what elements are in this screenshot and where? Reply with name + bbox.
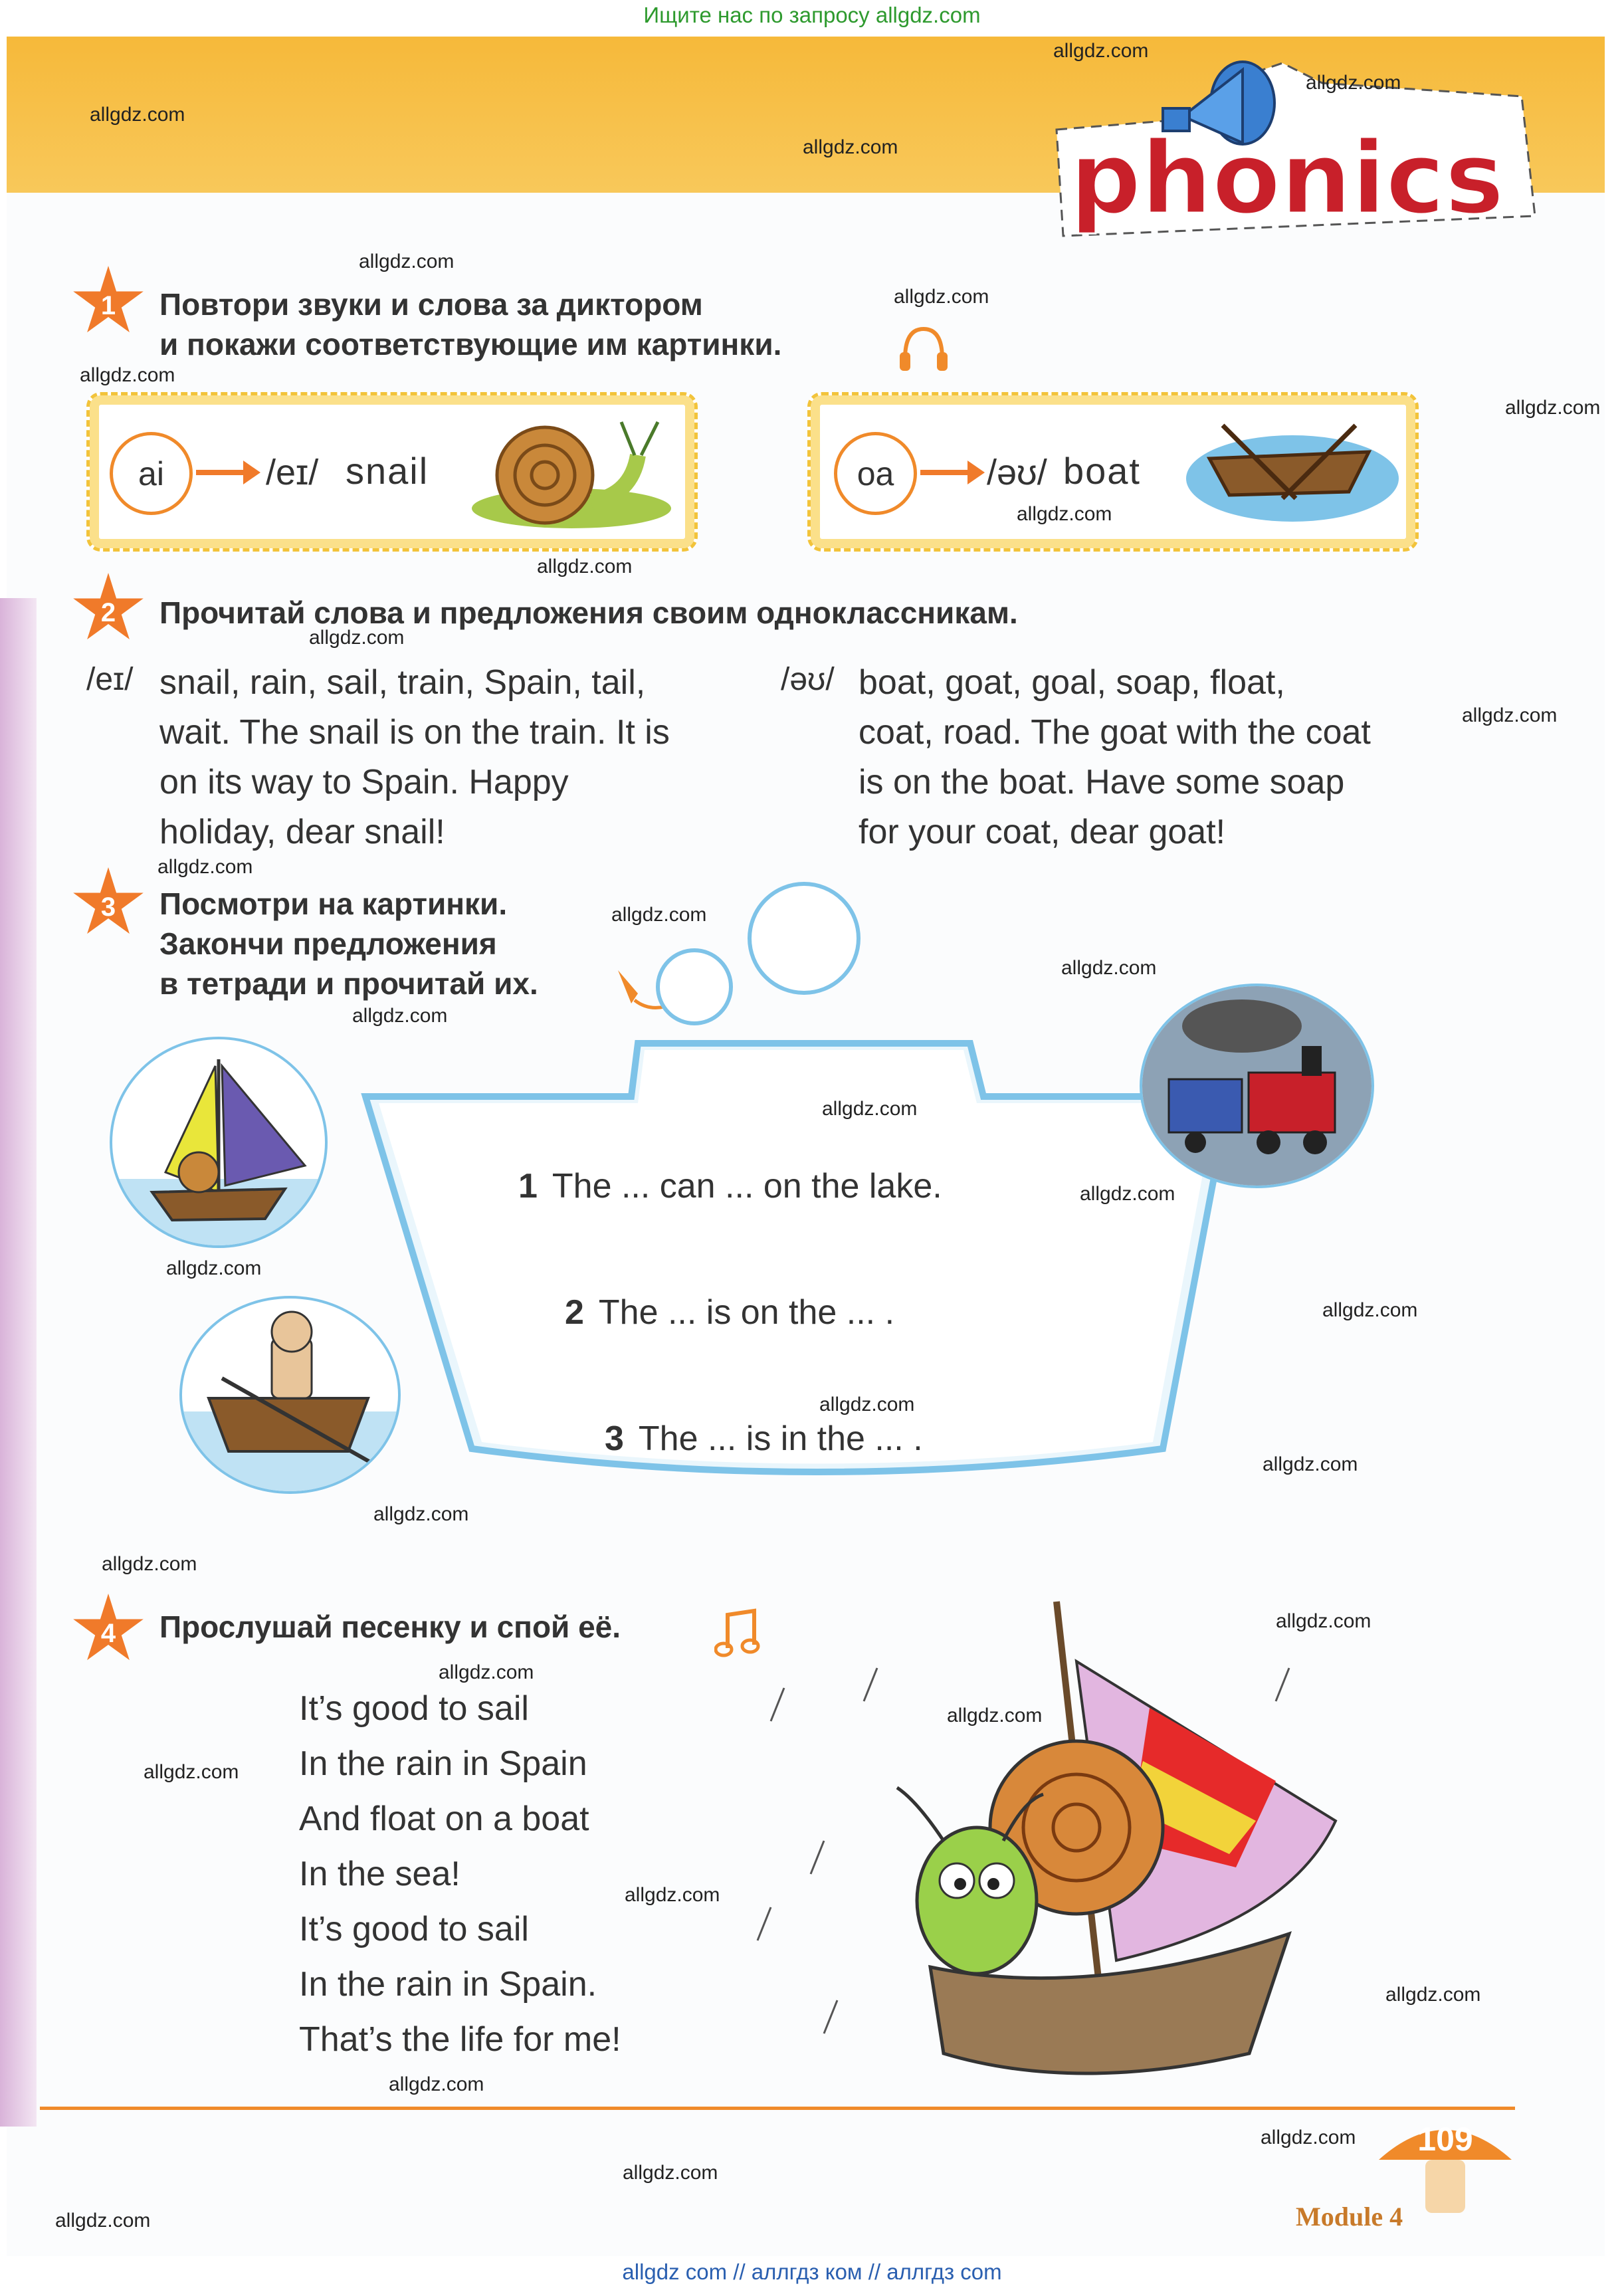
watermark: allgdz.com xyxy=(439,1661,534,1683)
watermark: allgdz.com xyxy=(359,251,455,272)
watermark: allgdz.com xyxy=(373,1503,469,1525)
watermark: allgdz.com xyxy=(90,104,185,126)
song-lyrics xyxy=(299,1681,621,2067)
snail-picture xyxy=(458,402,678,535)
task2-right-text xyxy=(859,658,1371,857)
goat-rowing-picture xyxy=(179,1296,401,1494)
top-watermark: Ищите нас по запросу allgdz.com xyxy=(643,3,981,27)
watermark: allgdz.com xyxy=(894,286,989,308)
song-line: That’s the life for me! xyxy=(299,2020,621,2059)
sentence-text: The ... is in the ... . xyxy=(638,1419,923,1458)
footer-line xyxy=(40,2107,1515,2110)
watermark: allgdz.com xyxy=(1263,1453,1358,1475)
watermark: allgdz.com xyxy=(1061,957,1157,979)
task3-instruction-line3: в тетради и прочитай их. xyxy=(159,966,538,1001)
song-line: It’s good to sail xyxy=(299,1910,529,1948)
snail-sailing-picture xyxy=(110,1037,328,1248)
left-page-edge xyxy=(0,598,37,2127)
watermark: allgdz.com xyxy=(1322,1299,1418,1321)
module-label: Module 4 xyxy=(1296,2202,1403,2232)
task1-number: 1 xyxy=(100,290,116,320)
watermark: allgdz.com xyxy=(309,627,405,649)
task1-right-letters: oa xyxy=(834,432,917,515)
watermark: allgdz.com xyxy=(611,904,707,926)
watermark: allgdz.com xyxy=(1306,72,1401,94)
watermark: allgdz.com xyxy=(1261,2127,1356,2148)
sentence-text: The ... can ... on the lake. xyxy=(552,1167,942,1205)
sentence-number: 1 xyxy=(518,1167,538,1205)
task2-number: 2 xyxy=(100,597,116,627)
song-line: And float on a boat xyxy=(299,1800,589,1838)
sentence-text: The ... is on the ... . xyxy=(598,1293,895,1332)
sentence-3 xyxy=(605,1419,923,1459)
train-in-rain-picture xyxy=(1140,984,1374,1188)
watermark: allgdz.com xyxy=(102,1553,197,1575)
task1-instruction-line1: Повтори звуки и слова за диктором xyxy=(159,287,703,322)
task1-instruction-line2: и покажи соответствующие им картинки. xyxy=(159,327,782,362)
sentence-number: 2 xyxy=(565,1293,584,1332)
task2-left-sound: /eɪ/ xyxy=(86,662,134,697)
text-line: holiday, dear snail! xyxy=(159,813,445,851)
text-line: for your coat, dear goat! xyxy=(859,813,1226,851)
arrow-icon xyxy=(920,470,970,475)
watermark: allgdz.com xyxy=(144,1761,239,1783)
task2-right-sound: /əʊ/ xyxy=(781,662,835,697)
text-line: wait. The snail is on the train. It is xyxy=(159,713,670,752)
watermark: allgdz.com xyxy=(1017,503,1112,525)
watermark: allgdz.com xyxy=(1462,704,1558,726)
watermark: allgdz.com xyxy=(819,1394,915,1415)
boat-picture xyxy=(1183,405,1402,525)
sentence-number: 3 xyxy=(605,1419,624,1458)
watermark: allgdz.com xyxy=(1080,1183,1175,1205)
song-line: In the rain in Spain. xyxy=(299,1965,597,2004)
watermark: allgdz.com xyxy=(157,856,253,878)
watermark: allgdz.com xyxy=(822,1098,918,1120)
watermark: allgdz.com xyxy=(1505,397,1601,419)
watermark: allgdz.com xyxy=(1385,1984,1481,2006)
snail-boat-rain-illustration xyxy=(744,1588,1356,2120)
text-line: snail, rain, sail, train, Spain, tail, xyxy=(159,663,646,702)
text-line: on its way to Spain. Happy xyxy=(159,763,569,801)
task3-number: 3 xyxy=(100,892,116,922)
task2-left-text xyxy=(159,658,670,857)
text-line: boat, goat, goal, soap, float, xyxy=(859,663,1285,702)
watermark: allgdz.com xyxy=(1276,1610,1371,1632)
task4-number: 4 xyxy=(100,1618,116,1648)
phonics-title: phonics xyxy=(1070,121,1504,237)
watermark: allgdz.com xyxy=(1053,40,1149,62)
task1-left-letters: ai xyxy=(110,432,193,515)
watermark: allgdz.com xyxy=(166,1257,262,1279)
watermark: allgdz.com xyxy=(537,556,633,577)
arrow-icon xyxy=(196,470,246,475)
watermark: allgdz.com xyxy=(947,1705,1043,1726)
watermark: allgdz.com xyxy=(80,364,175,386)
bottom-watermark: allgdz com // аллгдз ком // аллгдз com xyxy=(622,2259,1002,2284)
sentence-2 xyxy=(565,1293,894,1332)
task2-instruction: Прочитай слова и предложения своим одноклассникам. xyxy=(159,595,1018,630)
song-line: It’s good to sail xyxy=(299,1689,529,1728)
page-number: 109 xyxy=(1417,2121,1473,2158)
task3-instruction-line2: Закончи предложения xyxy=(159,926,497,961)
watermark: allgdz.com xyxy=(352,1005,448,1027)
song-line: In the sea! xyxy=(299,1855,460,1893)
song-line: In the rain in Spain xyxy=(299,1744,587,1783)
text-line: is on the boat. Have some soap xyxy=(859,763,1345,801)
text-line: coat, road. The goat with the coat xyxy=(859,713,1371,752)
watermark: allgdz.com xyxy=(803,136,898,158)
task1-left-word: snail xyxy=(346,450,429,492)
task4-instruction: Прослушай песенку и спой её. xyxy=(159,1610,621,1644)
task1-right-sound: /əʊ/ xyxy=(987,453,1047,492)
watermark: allgdz.com xyxy=(389,2073,484,2095)
task1-left-sound: /eɪ/ xyxy=(266,453,319,492)
task3-instruction-line1: Посмотри на картинки. xyxy=(159,887,508,921)
watermark: allgdz.com xyxy=(625,1884,720,1906)
task1-right-word: boat xyxy=(1063,450,1141,492)
phonics-logo xyxy=(1043,37,1542,256)
headphones-icon xyxy=(897,322,950,375)
sentence-1 xyxy=(518,1166,942,1206)
watermark: allgdz.com xyxy=(55,2210,151,2232)
watermark: allgdz.com xyxy=(623,2162,718,2184)
